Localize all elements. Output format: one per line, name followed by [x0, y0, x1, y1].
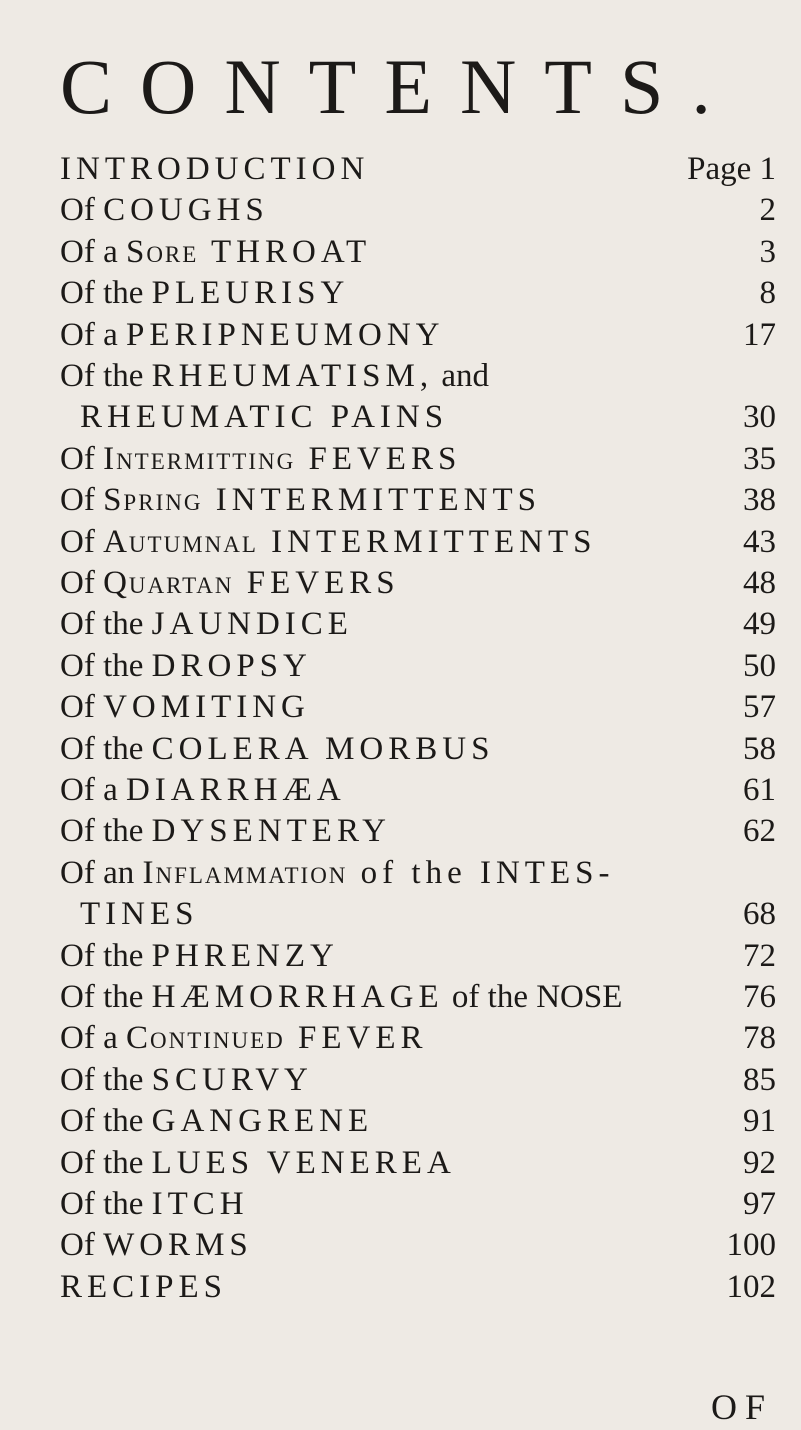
entry-title — [60, 189, 269, 231]
entry-prefix: Of the — [60, 358, 152, 394]
contents-entry — [60, 438, 776, 480]
entry-page-number: 3 — [759, 233, 776, 270]
entry-prefix: Of the — [60, 730, 152, 767]
entry-title — [60, 603, 353, 645]
entry-page-number: 57 — [743, 689, 776, 726]
contents-entry — [60, 1017, 776, 1059]
contents-entry — [60, 976, 776, 1018]
catchword: OF — [710, 1387, 773, 1427]
contents-entry — [60, 769, 776, 811]
contents-entry — [60, 314, 776, 356]
contents-entry — [60, 479, 776, 521]
entry-smallcaps: Quartan — [103, 565, 234, 601]
contents-entry — [60, 189, 776, 231]
entry-subject: GANGRENE — [151, 1103, 374, 1140]
entry-subject: ITCH — [151, 1186, 249, 1222]
entry-title — [60, 1266, 227, 1308]
entry-title — [60, 148, 369, 190]
entry-page-number: 17 — [743, 316, 776, 353]
entry-title — [60, 521, 596, 563]
entry-prefix: Of — [60, 192, 104, 229]
entry-subject: SCURVY — [151, 1061, 313, 1098]
entry-page-number: 76 — [743, 979, 776, 1015]
entry-page-number: 49 — [743, 606, 776, 643]
entry-prefix: Of — [60, 523, 104, 560]
entry-page-number: 35 — [743, 440, 776, 477]
entry-title — [60, 1017, 428, 1059]
entry-smallcaps: Sore — [125, 233, 199, 270]
contents-entry — [60, 1142, 776, 1184]
entry-smallcaps: Inflammation — [142, 854, 348, 891]
entry-prefix: Of the — [60, 1144, 152, 1181]
entry-page-number: 72 — [743, 937, 776, 974]
entry-subject: VOMITING — [103, 689, 310, 726]
entry-smallcaps: Autumnal — [103, 523, 258, 560]
entry-prefix: Of a — [60, 233, 126, 270]
entry-prefix: Of the — [60, 979, 152, 1015]
entry-title — [60, 1142, 456, 1184]
entry-subject: DYSENTERY — [151, 813, 391, 850]
entry-prefix: Of an — [60, 854, 143, 891]
contents-entry — [60, 603, 776, 645]
entry-title — [60, 976, 622, 1018]
contents-entry — [60, 686, 776, 728]
entry-page-number: 78 — [743, 1020, 776, 1057]
entry-title — [60, 231, 371, 273]
contents-entry — [60, 935, 776, 977]
entry-subject: DROPSY — [151, 647, 312, 684]
contents-entry — [60, 1100, 776, 1142]
entry-prefix: Of a — [60, 772, 126, 808]
entry-subject: WORMS — [103, 1227, 253, 1264]
entry-page-number: 102 — [726, 1268, 776, 1305]
contents-entry — [60, 728, 776, 770]
contents-entry — [60, 1059, 776, 1101]
entry-title — [60, 852, 614, 894]
entry-page-number: 58 — [743, 730, 776, 767]
entry-prefix: Of the — [60, 813, 152, 850]
entry-subject: INTRODUCTION — [60, 151, 370, 187]
contents-entry — [60, 231, 776, 273]
entry-subject: JAUNDICE — [151, 606, 353, 643]
entry-title — [60, 479, 541, 521]
entry-prefix: Of the — [60, 647, 152, 684]
entry-subject: RECIPES — [60, 1268, 228, 1305]
entry-prefix: Of — [60, 440, 104, 477]
contents-entry — [60, 810, 776, 852]
entry-suffix: of the NOSE — [443, 979, 623, 1015]
entry-page-number: 43 — [743, 523, 776, 560]
contents-entry — [60, 852, 776, 933]
contents-entry — [60, 272, 776, 314]
entry-smallcaps: Intermitting — [103, 440, 296, 477]
entry-page-number: 8 — [759, 275, 776, 312]
entry-prefix: Of — [60, 689, 104, 726]
entry-page-number: Page 1 — [687, 151, 776, 187]
entry-subject: INTERMITTENTS — [257, 523, 597, 560]
entry-title — [60, 355, 489, 397]
entry-continuation: TINES — [80, 896, 199, 933]
entry-subject: FEVER — [284, 1020, 428, 1057]
entry-prefix: Of the — [60, 606, 152, 643]
entry-subject: INTERMITTENTS — [202, 482, 541, 519]
entry-subject: PLEURISY — [151, 275, 350, 312]
entry-subject: FEVERS — [295, 440, 462, 477]
entry-prefix: Of a — [60, 316, 126, 353]
entry-subject: PERIPNEUMONY — [125, 316, 445, 353]
entry-title — [60, 935, 339, 977]
entry-subject: COLERA MORBUS — [151, 730, 495, 767]
entry-title — [60, 314, 445, 356]
entry-title — [60, 645, 312, 687]
entry-subject: DIARRHÆA — [125, 772, 346, 808]
entry-smallcaps: Continued — [125, 1020, 285, 1057]
entry-title — [60, 438, 461, 480]
entry-prefix: Of the — [60, 1061, 152, 1098]
page-title: CONTENTS. — [60, 43, 739, 130]
entry-suffix: and — [433, 358, 489, 394]
entry-subject: PHRENZY — [151, 937, 339, 974]
entry-title — [60, 1224, 253, 1266]
entry-page-number: 2 — [759, 192, 776, 229]
entry-title — [60, 810, 391, 852]
entry-prefix: Of — [60, 482, 104, 519]
entry-subject: FEVERS — [233, 565, 400, 601]
contents-entry — [60, 355, 776, 436]
contents-entry — [60, 521, 776, 563]
entry-page-number: 61 — [743, 772, 776, 808]
entry-page-number: 91 — [743, 1103, 776, 1140]
entry-prefix: Of the — [60, 1186, 152, 1222]
entry-page-number: 30 — [743, 399, 776, 436]
contents-entry — [60, 1183, 776, 1225]
entry-page-number: 50 — [743, 647, 776, 684]
entry-subject: of the INTES- — [347, 854, 615, 891]
entry-page-number: 48 — [743, 565, 776, 601]
entry-prefix: Of the — [60, 1103, 152, 1140]
entry-page-number: 97 — [743, 1186, 776, 1222]
entry-title — [60, 272, 349, 314]
entry-page-number: 68 — [743, 896, 776, 933]
entry-subject: COUGHS — [103, 192, 269, 229]
entry-subject: THROAT — [198, 233, 372, 270]
entry-page-number: 100 — [726, 1227, 776, 1264]
entry-page-number: 92 — [743, 1144, 776, 1181]
entry-title — [60, 1059, 313, 1101]
entry-title — [60, 1100, 373, 1142]
entry-prefix: Of the — [60, 275, 152, 312]
entry-prefix: Of a — [60, 1020, 126, 1057]
contents-entry — [60, 562, 776, 604]
contents-entry — [60, 1224, 776, 1266]
entry-prefix: Of — [60, 1227, 104, 1264]
entry-smallcaps: Spring — [103, 482, 203, 519]
entry-title — [60, 769, 346, 811]
entry-title — [60, 728, 494, 770]
entry-subject: LUES VENEREA — [151, 1144, 456, 1181]
entry-subject: HÆMORRHAGE — [151, 979, 444, 1015]
contents-entry — [60, 148, 776, 190]
entry-title — [60, 1183, 249, 1225]
entry-page-number: 38 — [743, 482, 776, 519]
entry-prefix: Of — [60, 565, 104, 601]
entry-subject: RHEUMATISM, — [151, 358, 434, 394]
entry-page-number: 62 — [743, 813, 776, 850]
entry-prefix: Of the — [60, 937, 152, 974]
contents-entry — [60, 645, 776, 687]
entry-title — [60, 562, 400, 604]
entry-continuation: RHEUMATIC PAINS — [80, 399, 449, 436]
contents-entry — [60, 1266, 776, 1308]
entry-title — [60, 686, 310, 728]
entry-page-number: 85 — [743, 1061, 776, 1098]
